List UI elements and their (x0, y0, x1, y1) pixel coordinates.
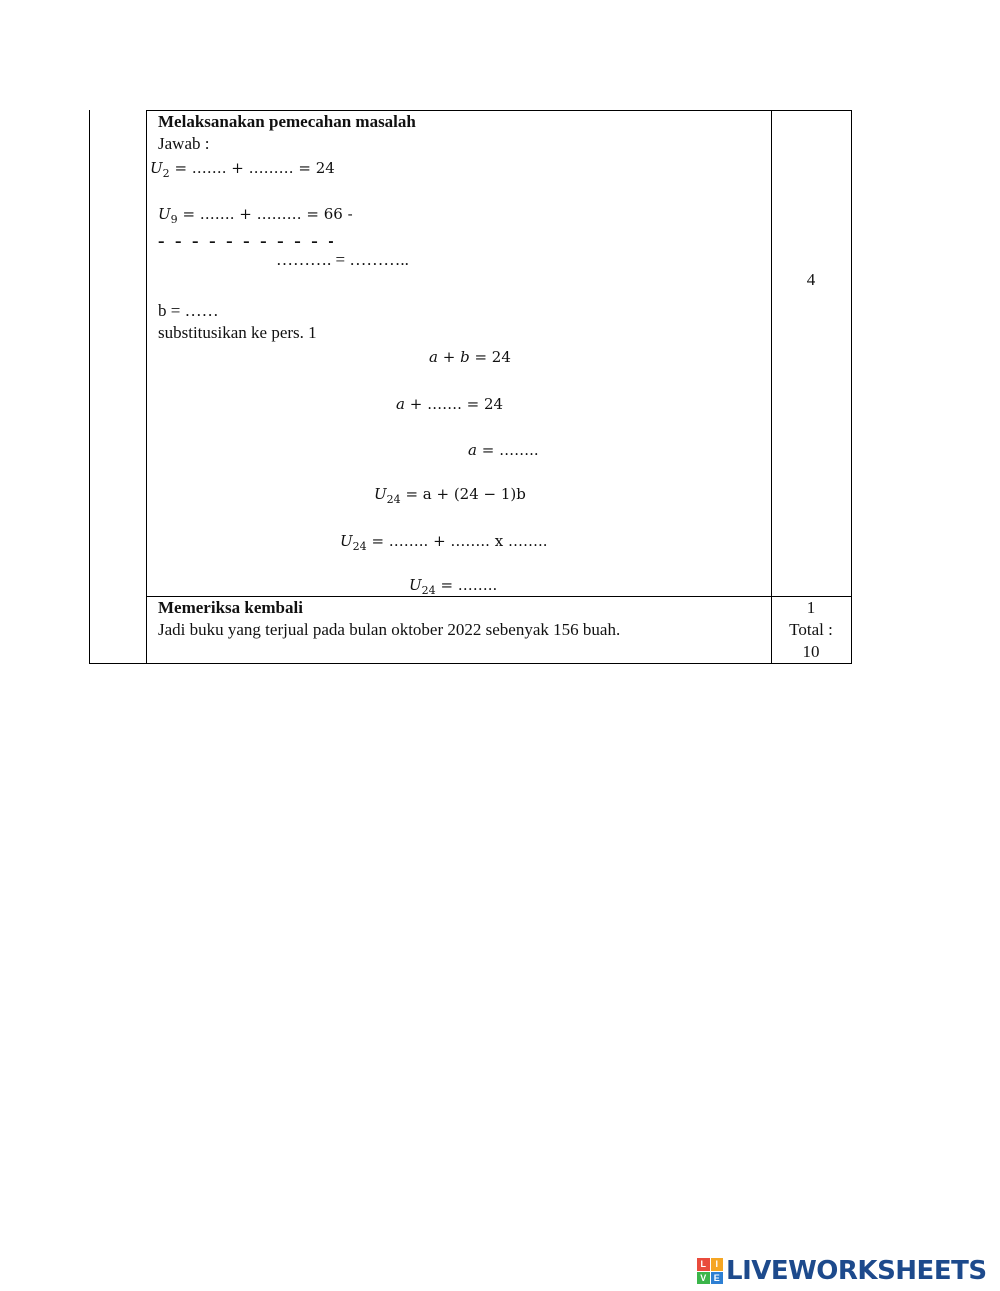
equation-a-value-text: = …….. (481, 441, 539, 459)
equation-u24-formula-text: = a + (24 − 1)b (405, 485, 526, 503)
equation-a-plus-blank-text: + ……. = 24 (409, 395, 504, 413)
table-row-divider (146, 596, 852, 597)
equation-u24-substitution-text: = …….. + …….. x …….. (371, 532, 548, 550)
equation-u24-substitution: $U_{24}$ = …….. + …….. x …….. (340, 532, 548, 553)
logo-letter-e: E (711, 1272, 724, 1285)
score-review: 1 (806, 598, 816, 617)
logo-letter-l: L (697, 1258, 710, 1271)
logo-letter-i: I (711, 1258, 724, 1271)
total-label: Total : (789, 620, 833, 639)
equation-u9-text: = ……. + ……… = 66 - (182, 205, 353, 223)
equation-u24-formula: $U_{24} = a + (24 - 1)b$ (374, 485, 526, 506)
table-score-divider (771, 110, 772, 663)
table-bottom-border (89, 663, 852, 664)
table-right-border (851, 110, 852, 663)
equation-a-plus-blank: a + ……. = 24 (396, 395, 504, 413)
score-solve: 4 (806, 270, 816, 289)
liveworksheets-logo-icon (697, 1258, 723, 1284)
liveworksheets-logo-text: LIVEWORKSHEETS (726, 1256, 987, 1286)
equation-u9: $U_9$ = ……. + ……… = 66 - (158, 205, 353, 226)
equation-u2-text: = ……. + ……… = 24 (174, 159, 335, 177)
subtraction-line: – – – – – – – – – – - (158, 235, 337, 250)
jawab-label: Jawab : (158, 134, 210, 153)
table-top-border (146, 110, 852, 111)
equation-a-plus-b: a + b = 24 (429, 348, 511, 366)
equation-a-plus-b-text: = 24 (474, 348, 511, 366)
logo-letter-v: V (697, 1272, 710, 1285)
equation-u24-value-text: = …….. (440, 576, 498, 594)
equation-u2: $U_2$ = ……. + ……… = 24 (150, 159, 335, 180)
final-answer: Jadi buku yang terjual pada bulan oktober 2022 sebenyak 156 buah. (158, 620, 621, 639)
subtraction-result: ………. = ……….. (276, 250, 409, 269)
b-value: b = …… (158, 301, 219, 320)
equation-a-value: a = …….. (468, 441, 539, 459)
table-col-divider (146, 110, 147, 663)
section-heading-review: Memeriksa kembali (158, 598, 303, 617)
substitute-instruction: substitusikan ke pers. 1 (158, 323, 317, 342)
table-left-border (89, 110, 90, 663)
liveworksheets-logo (697, 1256, 987, 1286)
total-value: 10 (802, 642, 820, 661)
section-heading-solve: Melaksanakan pemecahan masalah (158, 112, 416, 131)
equation-u24-value: $U_{24}$ = …….. (409, 576, 498, 597)
